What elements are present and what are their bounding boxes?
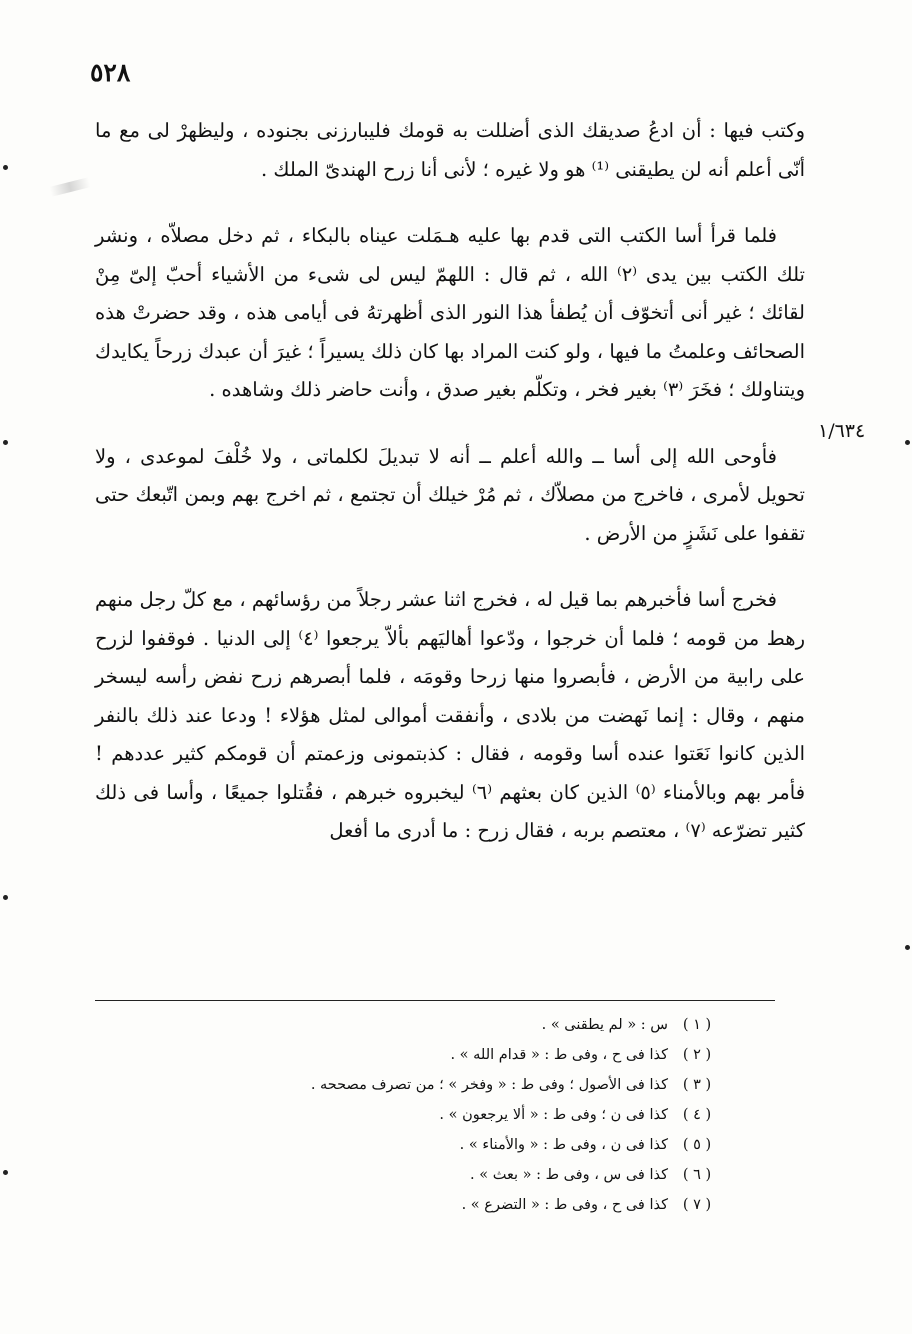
margin-dot: [3, 165, 8, 170]
footnote-number: ( ٣ ): [682, 1077, 712, 1093]
paragraph: فلما قرأ أسا الكتب التى قدم بها عليه هـمَلت عيناه بالبكاء ، ثم دخل مصلاّه ، ونشر تلك الكتب بين يدى ⁽٢⁾ الله ، ثم قال : اللهمّ ليس لى شىء من الأشياء أحبّ إلىّ مِنْ لقائك ؛ غير أنى أتخوّف أن يُطفأ هذا النور الذى أظهرتهُ فى أيامى هذه ، وقد حضرتْ هذه الصحائف وعلمتُ ما فيها ، ولو كنت المراد بها كان ذلك يسيراً ؛ غيرَ أن عبدك زرحاً يكايدك ويتناولك ؛ فخَرَ ⁽٣⁾ بغير فخر ، وتكلّم بغير صدق ، وأنت حاضر ذلك وشاهده .: [95, 224, 805, 401]
footnote-number: ( ٥ ): [682, 1137, 712, 1153]
footnote-text: كذا فى ح ، وفى ط : « التضرع » .: [461, 1197, 668, 1213]
footnote: [150, 1190, 720, 1220]
footnote-number: ( ٤ ): [682, 1107, 712, 1123]
footnote: [150, 1130, 720, 1160]
footnote: [150, 1010, 720, 1040]
footnote-number: ( ٢ ): [682, 1047, 712, 1063]
margin-reference: ١/٦٣٤: [818, 420, 866, 442]
footnote-number: ( ٦ ): [682, 1167, 712, 1183]
footnote: [150, 1160, 720, 1190]
footnote-number: ( ٧ ): [682, 1197, 712, 1213]
margin-dot: [3, 1170, 8, 1175]
footnote-number: ( ١ ): [682, 1017, 712, 1033]
footnote-text: كذا فى الأصول ؛ وفى ط : « وفخر » ؛ من تصرف مصححه .: [310, 1077, 668, 1093]
footnote-text: كذا فى ن ؛ وفى ط : « ألا يرجعون » .: [439, 1107, 668, 1123]
footnote-text: كذا فى ن ، وفى ط : « والأمناء » .: [459, 1137, 668, 1153]
footnote-text: س : « لم يطقنى » .: [541, 1017, 668, 1033]
paragraph: وكتب فيها : أن ادعُ صديقك الذى أضللت به قومك فليبارزنى بجنوده ، وليظهرْ لى مع ما أنّى أعلم أنه لن يطيقنى ⁽¹⁾ هو ولا غيره ؛ لأنى أنا زرح الهندىّ الملك .: [95, 119, 805, 181]
margin-dot: [3, 895, 8, 900]
footnote-divider: [95, 1000, 775, 1001]
footnote: [150, 1040, 720, 1070]
margin-dot: [905, 440, 910, 445]
footnote: [150, 1100, 720, 1130]
page-number: ٥٢٨: [90, 58, 131, 87]
paragraph: فأوحى الله إلى أسا ــ والله أعلم ــ أنه لا تبديلَ لكلماتى ، ولا خُلْفَ لموعدى ، ولا تحويل لأمرى ، فاخرج من مصلاّك ، ثم مُرْ خيلك أن تجتمع ، ثم اخرج بهم وبمن اتّبعك حتى تقفوا على نَشَزٍ من الأرض .: [95, 444, 805, 545]
footnote-text: كذا فى س ، وفى ط : « بعث » .: [470, 1167, 668, 1183]
footnote-text: كذا فى ح ، وفى ط : « قدام الله » .: [450, 1047, 668, 1063]
margin-dot: [3, 440, 8, 445]
scan-smudge: [49, 177, 90, 196]
main-text: [95, 112, 805, 879]
footnote: [150, 1070, 720, 1100]
footnotes: [150, 1010, 720, 1220]
margin-dot: [905, 945, 910, 950]
paragraph: فخرج أسا فأخبرهم بما قيل له ، فخرج اثنا عشر رجلاً من رؤسائهم ، مع كلّ رجل منهم رهط من قومه ؛ فلما أن خرجوا ، ودّعوا أهاليَهم بألاّ يرجعوا ⁽٤⁾ إلى الدنيا . فوقفوا لزرح على رابية من الأرض ، فأبصروا منها زرحا وقومَه ، فلما أبصرهم زرح نفض رأسه ليسخر منهم ، وقال : إنما نَهضت من بلادى ، وأنفقت أموالى لمثل هؤلاء ! ودعا عند ذلك بالنفر الذين كانوا نَعَتوا عنده أسا وقومه ، فقال : كذبتمونى وزعمتم أن قومكم كثير عددهم ! فأمر بهم وبالأمناء ⁽٥⁾ الذين كان بعثهم ⁽٦⁾ ليخبروه خبرهم ، فقُتلوا جميعًا ، وأسا فى ذلك كثير تضرّعه ⁽٧⁾ ، معتصم بربه ، فقال زرح : ما أدرى ما أفعل: [95, 588, 806, 842]
